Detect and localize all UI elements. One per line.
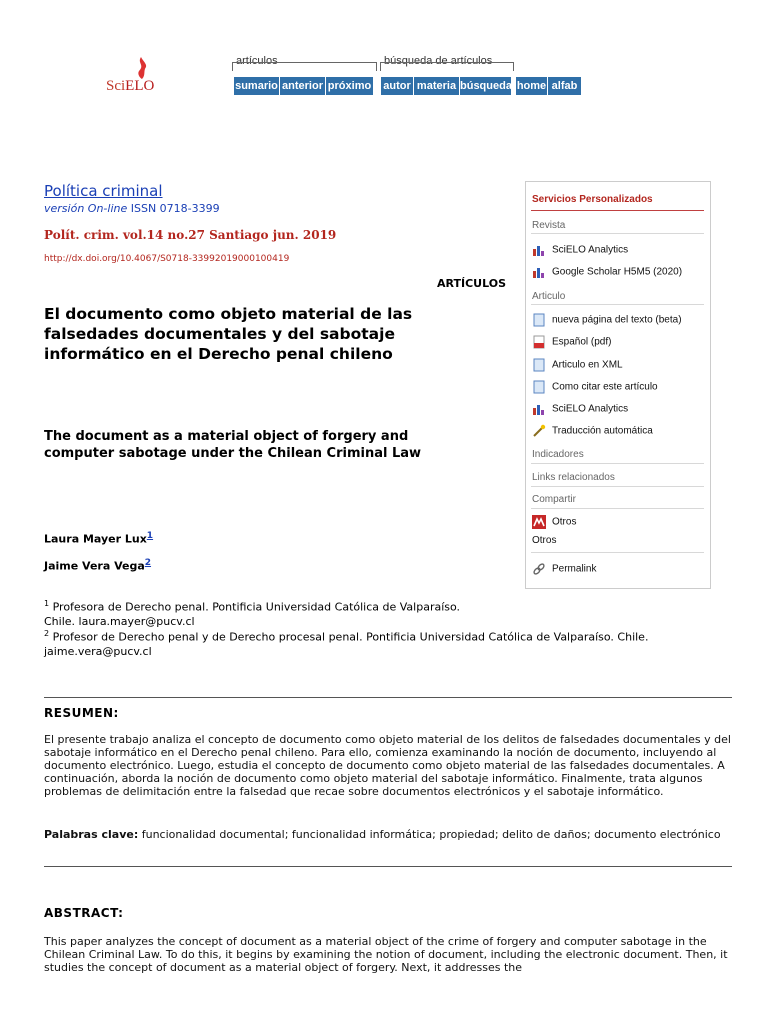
sidebar-section-indicadores[interactable]: Indicadores (532, 449, 584, 460)
article-title-es: El documento como objeto material de las falsedades documentales y del sabotaje informático en el Derecho penal chileno (44, 305, 413, 363)
journal-version (44, 202, 220, 215)
section-label: ARTÍCULOS (437, 277, 506, 290)
author-2 (44, 558, 151, 573)
nav-alfab-button[interactable]: alfab (548, 77, 582, 95)
article-title-en: The document as a material object of forgery and computer sabotage under the Chilean Criminal Law (44, 429, 422, 461)
nav-group-articles-bracket (232, 62, 377, 71)
bar-chart-icon (532, 265, 546, 279)
affiliation-text-2: Chile. laura.mayer@pucv.cl (44, 614, 195, 628)
author-ref-link[interactable]: 1 (146, 531, 154, 541)
version-label: versión On-line (44, 202, 128, 215)
pdf-icon (532, 335, 546, 349)
sidebar-item-pdf[interactable] (532, 335, 611, 349)
affiliation-text-2: jaime.vera@pucv.cl (44, 644, 152, 658)
sidebar-divider (531, 304, 704, 305)
affiliation-ref: 1 (44, 599, 50, 608)
nav-anterior-button[interactable]: anterior (280, 77, 326, 95)
share-icon (532, 515, 546, 529)
nav-autor-button[interactable]: autor (381, 77, 414, 95)
sidebar-item-permalink[interactable] (532, 562, 596, 576)
scielo-logo[interactable] (104, 56, 166, 100)
author-name: Laura Mayer Lux (44, 532, 147, 546)
nav-group-articles-label: artículos (236, 55, 278, 67)
keywords (44, 828, 734, 841)
link-icon (532, 562, 546, 576)
document-icon (532, 358, 546, 372)
resumen-heading: RESUMEN: (44, 706, 119, 720)
sidebar-item-cite[interactable] (532, 380, 658, 394)
sidebar-item-translation[interactable] (532, 424, 653, 438)
sidebar-section-compartir: Compartir (532, 494, 576, 505)
nav-home-button[interactable]: home (516, 77, 548, 95)
nav-sumario-button[interactable]: sumario (234, 77, 280, 95)
sidebar-divider (531, 508, 704, 509)
sidebar-title: Servicios Personalizados (532, 194, 653, 205)
sidebar-divider (531, 233, 704, 234)
bar-chart-icon (532, 243, 546, 257)
sidebar-item-google-scholar[interactable] (532, 265, 682, 279)
sidebar-item-label: Otros (552, 516, 577, 528)
author-1 (44, 531, 153, 546)
abstract-text: This paper analyzes the concept of document as a material object of the crime of forgery and computer sabotage in the Chilean Criminal Law. To do this, it begins by examining the notion of document, including the electronic document. Then, it studies the concept of document as a material object of forgery. Next, it addresses the (44, 935, 728, 974)
sidebar-divider (531, 210, 704, 211)
sidebar-item-label: Google Scholar H5M5 (2020) (552, 266, 683, 278)
wand-icon (532, 424, 546, 438)
bar-chart-icon (532, 402, 546, 416)
scielo-flame-icon (134, 56, 148, 80)
abstract-heading: ABSTRACT: (44, 906, 124, 920)
resumen-text: El presente trabajo analiza el concepto de documento como objeto material de los delitos de falsedades documentales y del sabotaje informático en el Derecho penal chileno. Para ello, comienza examinando la noción de documento, incluyendo al documento electrónico. Luego, estudia el concepto de documento como objeto material de las falsedades documentales. A continuación, aborda la noción de documento como objeto material del sabotaje informático. Finalmente, trata algunos problemas de delimitación entre la falsedad que recae sobre documentos electrónicos y el sabotaje informático. (44, 733, 731, 798)
nav-busqueda-button[interactable]: búsqueda (460, 77, 512, 95)
sidebar-item-label: Articulo en XML (552, 359, 623, 371)
sidebar-divider (531, 486, 704, 487)
affiliation-text: Profesora de Derecho penal. Pontificia Universidad Católica de Valparaíso. (52, 600, 461, 614)
divider (44, 697, 732, 698)
sidebar-section-articulo: Articulo (532, 291, 566, 302)
sidebar-item-label: SciELO Analytics (552, 403, 629, 415)
keywords-label: Palabras clave: (44, 828, 139, 841)
sidebar-section-links[interactable]: Links relacionados (532, 472, 615, 483)
journal-title-link[interactable]: Política criminal (44, 182, 163, 200)
affiliation-ref: 2 (44, 629, 50, 638)
sidebar-divider (531, 463, 704, 464)
document-icon (532, 313, 546, 327)
sidebar-item-xml[interactable] (532, 358, 623, 372)
citation: Polít. crim. vol.14 no.27 Santiago jun. 2019 (44, 228, 337, 242)
author-name: Jaime Vera Vega (44, 559, 145, 573)
affiliation-text: Profesor de Derecho penal y de Derecho procesal penal. Pontificia Universidad Católica de Valparaíso. Chile. (52, 630, 649, 644)
sidebar-item-label: Permalink (552, 563, 597, 575)
sidebar-item-label: Español (pdf) (552, 336, 612, 348)
sidebar-item-article-analytics[interactable] (532, 402, 628, 416)
logo-elo: ELO (125, 78, 155, 94)
sidebar-item-scielo-analytics[interactable] (532, 243, 628, 257)
keywords-text: funcionalidad documental; funcionalidad informática; propiedad; delito de daños; documento electrónico (141, 828, 721, 841)
sidebar-item-label: nueva página del texto (beta) (552, 314, 682, 326)
author-ref-link[interactable]: 2 (144, 558, 152, 568)
issn: ISSN 0718-3399 (130, 202, 220, 215)
sidebar-item-label: Como citar este artículo (552, 381, 658, 393)
sidebar-item-otros[interactable]: Otros (532, 535, 557, 546)
nav-materia-button[interactable]: materia (414, 77, 460, 95)
sidebar-item-share-otros[interactable] (532, 515, 576, 529)
sidebar-item-new-page[interactable] (532, 313, 682, 327)
sidebar-divider (531, 552, 704, 553)
sidebar-item-label: Traducción automática (552, 425, 653, 437)
nav-group-search-bracket (380, 62, 514, 71)
affiliation-2 (44, 627, 704, 659)
scielo-logo-text: SciELO (106, 78, 155, 94)
doi-link[interactable]: http://dx.doi.org/10.4067/S0718-33992019000100419 (44, 254, 290, 264)
document-icon (532, 380, 546, 394)
affiliation-1 (44, 597, 704, 629)
sidebar-section-revista: Revista (532, 220, 566, 231)
sidebar-item-label: SciELO Analytics (552, 244, 629, 256)
nav-group-search-label: búsqueda de artículos (384, 55, 493, 67)
divider (44, 866, 732, 867)
nav-proximo-button[interactable]: próximo (326, 77, 374, 95)
